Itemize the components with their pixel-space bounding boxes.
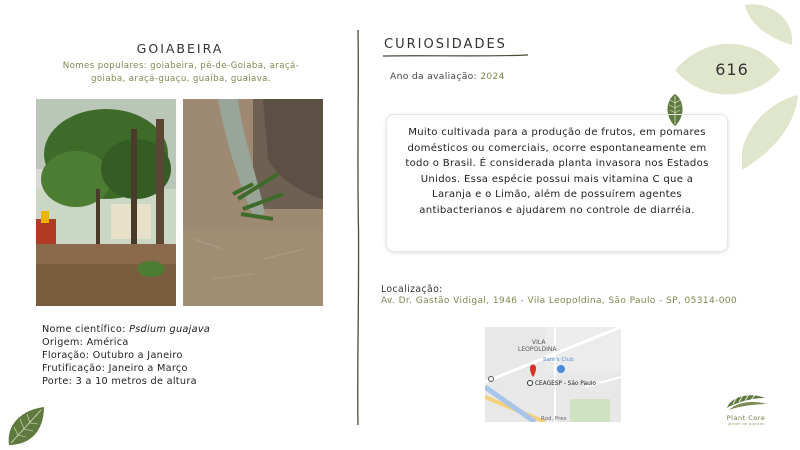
tree-photo bbox=[36, 99, 176, 306]
plant-title: GOIABEIRA bbox=[136, 41, 224, 56]
map-poi-ceagesp: CEAGESP - São Paulo bbox=[535, 381, 596, 387]
evaluation-year bbox=[390, 71, 505, 82]
curiosities-card: Muito cultivada para a produção de frutos, em pomares domésticos ou comerciais, ocorre espontaneamente em todo o Brasil. É considerada planta invasora nos Estados Unidos. Essa espécie possui mais vitamina C que a Laranja e o Limão, além de possuírem agentes antibacterianos e ajudarem no controle de diarréia. bbox=[386, 114, 728, 252]
evaluation-label: Ano da avaliação: bbox=[390, 71, 481, 82]
flowering: Floração: Outubro a Janeiro bbox=[42, 350, 183, 362]
map-district-line2: LEOPOLDINA bbox=[518, 346, 557, 353]
map-district-line1: VILA bbox=[532, 339, 546, 346]
trunk-photo bbox=[183, 99, 323, 306]
location-map[interactable] bbox=[485, 327, 621, 422]
map-poi-sams: Sam's Club bbox=[543, 357, 574, 363]
column-divider bbox=[354, 30, 362, 425]
brand-logo bbox=[712, 390, 780, 442]
curiosities-heading: CURIOSIDADES bbox=[384, 37, 507, 52]
popular-names: Nomes populares: goiabeira, pé-de-Goiaba, araçá-goiaba, araçá-guaçu, guaíba, guaiava. bbox=[62, 61, 300, 84]
location-label: Localização: bbox=[381, 284, 443, 295]
scientific-name bbox=[42, 323, 210, 336]
brand-tagline: jardim de plantas bbox=[727, 422, 765, 426]
page-number: 616 bbox=[715, 60, 749, 79]
map-road-label: Rod. Pres bbox=[541, 416, 567, 422]
fruiting: Frutificação: Janeiro a Março bbox=[42, 363, 188, 375]
store-icon bbox=[557, 365, 565, 373]
scientific-name-label: Nome científico: bbox=[42, 324, 130, 335]
evaluation-year-value: 2024 bbox=[480, 71, 505, 82]
plant-specs bbox=[42, 323, 210, 388]
scientific-name-value: Psdium guajava bbox=[129, 324, 211, 335]
brand-logo-icon bbox=[723, 390, 769, 412]
location-address[interactable]: Av. Dr. Gastão Vidigal, 1946 - Vila Leopoldina, São Paulo - SP, 05314-000 bbox=[381, 296, 738, 306]
origin: Origem: América bbox=[42, 337, 129, 349]
size: Porte: 3 a 10 metros de altura bbox=[42, 376, 197, 388]
heading-underline bbox=[383, 53, 528, 59]
brand-name: Plant Core bbox=[726, 414, 766, 422]
leaf-icon bbox=[6, 405, 46, 447]
